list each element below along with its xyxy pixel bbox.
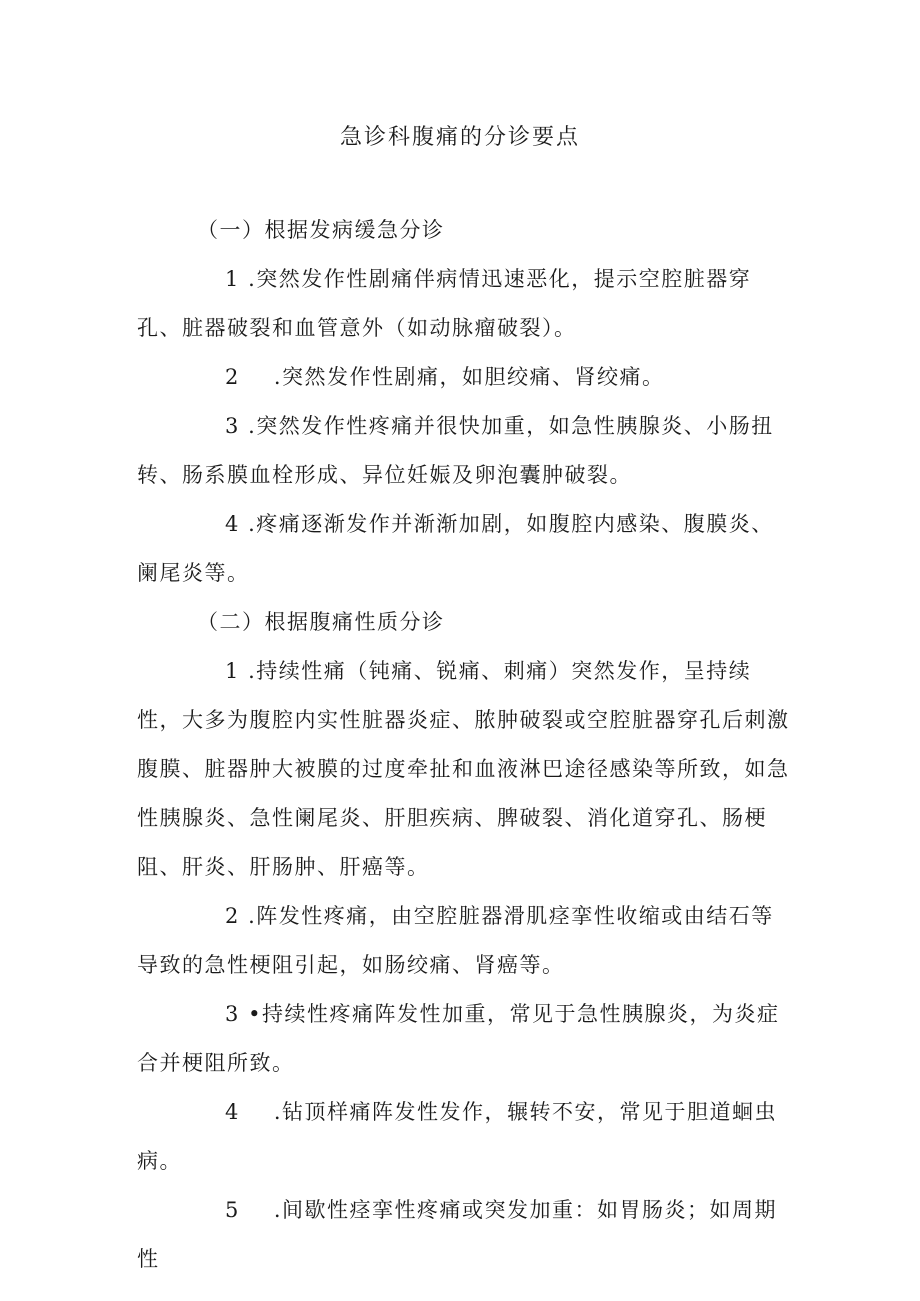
item-number: 1: [225, 267, 240, 291]
item-text: .突然发作性剧痛，如胆绞痛、肾绞痛。: [273, 365, 665, 389]
item-number: 2: [225, 365, 240, 389]
list-item-1-3: [137, 402, 793, 500]
item-number: 1: [225, 659, 240, 683]
item-number: 4: [225, 512, 240, 536]
item-number: 2: [225, 904, 240, 928]
list-item-2-5: [137, 1186, 793, 1284]
item-number: 4: [225, 1100, 240, 1124]
list-item-1-1: [137, 255, 793, 353]
item-text: .间歇性痉挛性疼痛或突发加重：如胃肠炎；如周期性: [137, 1198, 778, 1271]
item-text: .突然发作性疼痛并很快加重，如急性胰腺炎、小肠扭转、肠系膜血栓形成、异位妊娠及卵泡囊肿破裂。: [137, 414, 774, 487]
item-text: •持续性疼痛阵发性加重，常见于急性胰腺炎，为炎症合并梗阻所致。: [137, 1002, 780, 1075]
item-text: .持续性痛（钝痛、锐痛、刺痛）突然发作，呈持续性，大多为腹腔内实性脏器炎症、脓肿破裂或空腔脏器穿孔后刺激腹膜、脏器肿大被膜的过度牵扯和血液淋巴途径感染等所致，如急性胰腺炎、急性阑尾炎、肝胆疾病、脾破裂、消化道穿孔、肠梗阻、肝炎、肝肠肿、肝癌等。: [137, 659, 790, 879]
item-number: 5: [225, 1198, 240, 1222]
list-item-1-2: [137, 353, 793, 402]
list-item-2-2: [137, 892, 793, 990]
section-heading-2: （二）根据腹痛性质分诊: [197, 610, 445, 634]
item-text: .阵发性疼痛，由空腔脏器滑肌痉挛性收缩或由结石等导致的急性梗阻引起，如肠绞痛、肾癌等。: [137, 904, 774, 977]
item-number: 3: [225, 414, 240, 438]
item-number: 3: [225, 1002, 240, 1026]
item-text: .疼痛逐渐发作并渐渐加剧，如腹腔内感染、腹膜炎、阑尾炎等。: [137, 512, 774, 585]
section-heading-1: （一）根据发病缓急分诊: [197, 218, 445, 242]
document-title: 急诊科腹痛的分诊要点: [339, 125, 580, 150]
item-text: .钻顶样痛阵发性发作，辗转不安，常见于胆道蛔虫病。: [137, 1100, 778, 1173]
list-item-1-4: [137, 500, 793, 598]
document-body: [137, 206, 793, 1284]
list-item-2-3: [137, 990, 793, 1088]
item-text: .突然发作性剧痛伴病情迅速恶化，提示空腔脏器穿孔、脏器破裂和血管意外（如动脉瘤破裂）。: [137, 267, 752, 340]
list-item-2-1: [137, 647, 793, 892]
list-item-2-4: [137, 1088, 793, 1186]
